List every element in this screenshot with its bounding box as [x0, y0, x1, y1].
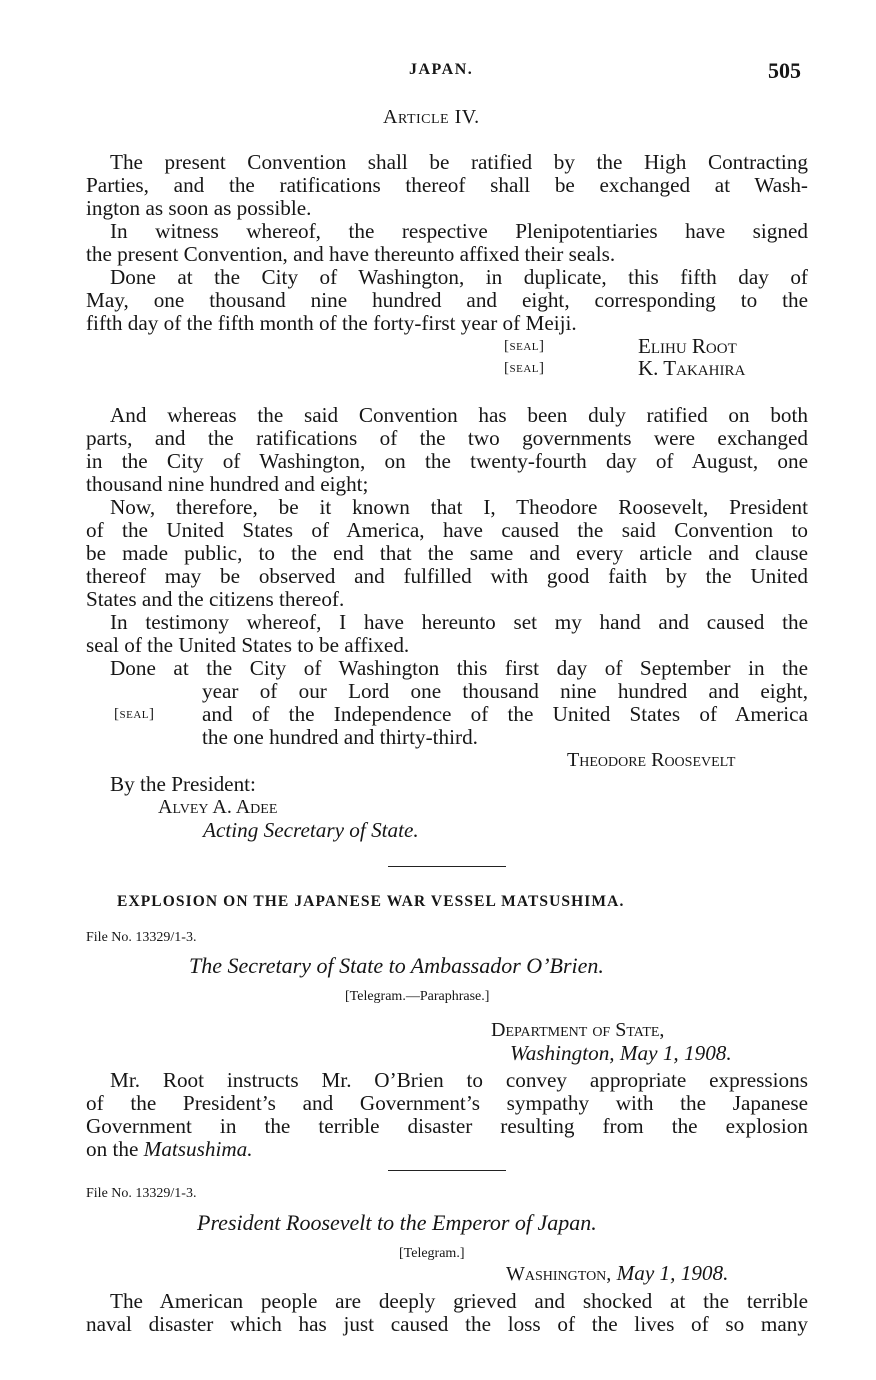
signature-name: Elihu Root [638, 334, 737, 358]
text-line: States and the citizens thereof. [86, 588, 345, 611]
done-september-paragraph [86, 657, 808, 680]
text-line: fifth day of the fifth month of the forty-first year of Meiji. [86, 312, 577, 335]
document-title: President Roosevelt to the Emperor of Japan. [197, 1210, 597, 1235]
text-line: In witness whereof, the respective Plenipotentiaries have signed [110, 220, 808, 243]
place: Washington, [506, 1263, 612, 1285]
text-line: the present Convention, and have thereunto affixed their seals. [86, 243, 616, 266]
text-line: naval disaster which has just caused the loss of the lives of so many [86, 1313, 808, 1336]
text-line: seal of the United States to be affixed. [86, 634, 410, 657]
telegram-note: [Telegram.] [399, 1246, 465, 1261]
acting-secretary-title: Acting Secretary of State. [203, 818, 419, 842]
file-number: File No. 13329/1-3. [86, 1186, 197, 1201]
article-heading: Article IV. [383, 106, 480, 128]
text-line [86, 1138, 808, 1161]
text-line: thousand nine hundred and eight; [86, 473, 369, 496]
seal-mark: [seal] [504, 338, 545, 354]
text-run: on the [86, 1138, 144, 1161]
text-line: The present Convention shall be ratified by the High Contracting [110, 151, 808, 174]
section-divider [388, 866, 506, 867]
text-line: of the President’s and Government’s sympathy with the Japanese [86, 1092, 808, 1115]
text-line: May, one thousand nine hundred and eight, corresponding to the [86, 289, 808, 312]
witness-paragraph [86, 220, 808, 266]
place-date: Washington, May 1, 1908. [510, 1041, 732, 1065]
text-line: be made public, to the end that the same and every article and clause [86, 542, 808, 565]
done-september-continued [202, 680, 808, 749]
now-therefore-paragraph [86, 496, 808, 611]
telegram-note: [Telegram.—Paraphrase.] [345, 989, 490, 1004]
signature-name: K. Takahira [638, 356, 746, 380]
done-paragraph [86, 266, 808, 335]
text-line: The American people are deeply grieved and shocked at the terrible [110, 1290, 808, 1313]
text-line: thereof may be observed and fulfilled with good faith by the United [86, 565, 808, 588]
text-line: Mr. Root instructs Mr. O’Brien to convey appropriate expressions [110, 1069, 808, 1092]
testimony-paragraph [86, 611, 808, 657]
running-title: JAPAN. [409, 61, 474, 78]
document-body [86, 1290, 808, 1336]
section-divider [388, 1170, 506, 1171]
text-line: of the United States of America, have caused the said Convention to [86, 519, 808, 542]
ship-name: Matsushima. [143, 1138, 253, 1161]
text-line: Parties, and the ratifications thereof shall be exchanged at Wash- [86, 174, 808, 197]
document-body [86, 1069, 808, 1161]
by-the-president: By the President: [110, 772, 256, 796]
text-line: Now, therefore, be it known that I, Theodore Roosevelt, President [110, 496, 808, 519]
date: May 1, 1908. [616, 1261, 729, 1285]
page-number: 505 [768, 58, 801, 83]
text-line: parts, and the ratifications of the two governments were exchanged [86, 427, 808, 450]
text-line: and of the Independence of the United States of America [202, 702, 808, 726]
document-title: The Secretary of State to Ambassador O’Brien. [189, 953, 604, 978]
seal-mark: [seal] [504, 360, 545, 376]
acting-secretary-name: Alvey A. Adee [158, 796, 278, 818]
place-date [506, 1262, 728, 1286]
whereas-paragraph [86, 404, 808, 496]
text-line: Done at the City of Washington this first day of September in the [110, 657, 808, 680]
text-line: Done at the City of Washington, in duplicate, this fifth day of [110, 266, 808, 289]
text-line: Government in the terrible disaster resulting from the explosion [86, 1115, 808, 1138]
text-line: the one hundred and thirty-third. [202, 725, 478, 749]
text-line: ington as soon as possible. [86, 197, 312, 220]
article-paragraph [86, 151, 808, 220]
text-line: And whereas the said Convention has been duly ratified on both [110, 404, 808, 427]
text-line: In testimony whereof, I have hereunto set my hand and caused the [110, 611, 808, 634]
section-heading: EXPLOSION ON THE JAPANESE WAR VESSEL MATSUSHIMA. [117, 893, 625, 910]
text-line: in the City of Washington, on the twenty-fourth day of August, one [86, 450, 808, 473]
department-line: Department of State, [491, 1019, 665, 1041]
text-line: year of our Lord one thousand nine hundred and eight, [202, 679, 808, 703]
signer-name: Theodore Roosevelt [567, 749, 736, 771]
file-number: File No. 13329/1-3. [86, 930, 197, 945]
seal-mark: [seal] [114, 706, 155, 722]
